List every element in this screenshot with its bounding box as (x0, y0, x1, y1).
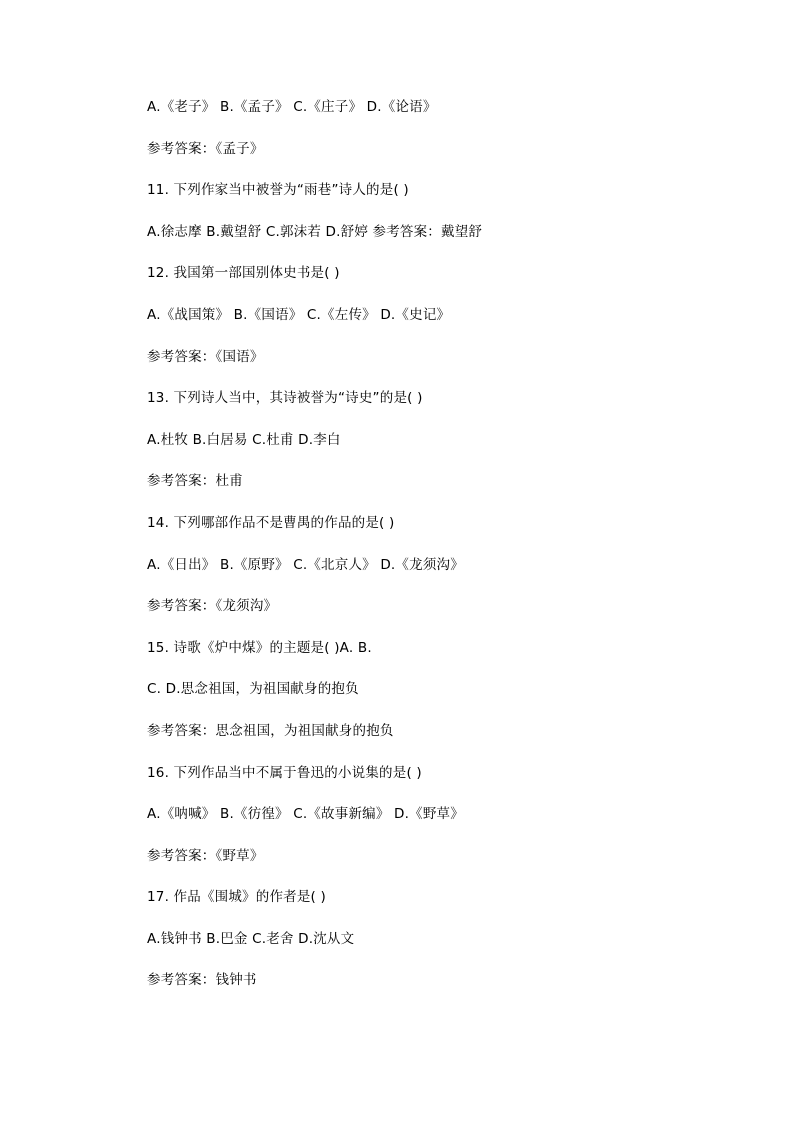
answer-line: 参考答案：《野草》 (147, 847, 264, 864)
options-line: A.《老子》 B.《孟子》 C.《庄子》 D.《论语》 (147, 99, 437, 115)
options-line: A.《日出》 B.《原野》 C.《北京人》 D.《龙须沟》 (147, 556, 464, 573)
answer-line: 参考答案：杜甫 (147, 473, 243, 490)
question-line: 13. 下列诗人当中，其诗被誉为“诗史”的是( ) (147, 390, 423, 407)
options-answer-line: A.徐志摩 B.戴望舒 C.郭沫若 D.舒婷 参考答案：戴望舒 (147, 223, 483, 240)
answer-line: 参考答案：《国语》 (147, 348, 264, 365)
question-line: 12. 我国第一部国别体史书是( ) (147, 265, 340, 282)
question-line: 14. 下列哪部作品不是曹禺的作品的是( ) (147, 514, 395, 531)
answer-line: 参考答案：钱钟书 (147, 972, 257, 989)
answer-line: 参考答案：思念祖国，为祖国献身的抱负 (147, 722, 394, 739)
options-line: C. D.思念祖国，为祖国献身的抱负 (147, 681, 359, 698)
answer-line: 参考答案：《孟子》 (147, 140, 264, 157)
question-line: 16. 下列作品当中不属于鲁迅的小说集的是( ) (147, 764, 422, 781)
options-line: A.杜牧 B.白居易 C.杜甫 D.李白 (147, 431, 341, 448)
options-line: A.钱钟书 B.巴金 C.老舍 D.沈从文 (147, 930, 355, 947)
options-line: A.《呐喊》 B.《彷徨》 C.《故事新编》 D.《野草》 (147, 806, 464, 823)
options-line: A.《战国策》 B.《国语》 C.《左传》 D.《史记》 (147, 306, 451, 323)
question-line: 17. 作品《围城》的作者是( ) (147, 889, 326, 906)
question-line: 11. 下列作家当中被誉为“雨巷”诗人的是( ) (147, 182, 409, 199)
question-line: 15. 诗歌《炉中煤》的主题是( )A. B. (147, 639, 372, 656)
answer-line: 参考答案：《龙须沟》 (147, 598, 278, 615)
question-list (147, 96, 747, 1011)
